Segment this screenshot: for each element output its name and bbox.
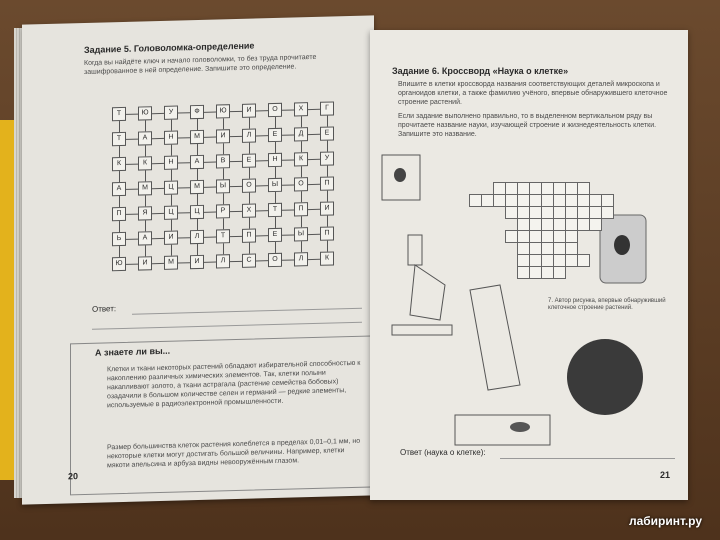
answer-line xyxy=(132,308,362,315)
grid-cell: П xyxy=(242,228,256,242)
cork-cells-photo xyxy=(567,339,643,415)
grid-link xyxy=(178,112,190,113)
microscope-drawing xyxy=(392,235,452,335)
grid-link xyxy=(308,109,320,110)
grid-link xyxy=(308,234,320,235)
long-cell-drawing xyxy=(455,415,550,445)
grid-cell: Л xyxy=(294,252,308,266)
grid-link xyxy=(178,237,190,238)
grid-link xyxy=(223,193,224,204)
grid-link xyxy=(327,166,328,177)
cell-photo-nucleus xyxy=(614,235,630,255)
crossword-cell[interactable] xyxy=(553,266,566,279)
left-page xyxy=(22,15,374,504)
grid-link xyxy=(152,188,164,189)
grid-cell: Е xyxy=(242,153,256,167)
grid-link xyxy=(204,162,216,163)
grid-cell: Ы xyxy=(216,179,230,193)
grid-cell: Ю xyxy=(138,106,152,120)
grid-link xyxy=(171,220,172,231)
grid-link xyxy=(282,234,294,235)
grid-link xyxy=(223,118,224,129)
grid-link xyxy=(204,212,216,213)
grid-cell: М xyxy=(190,180,204,194)
grid-link xyxy=(197,144,198,155)
grid-link xyxy=(145,145,146,156)
grid-link xyxy=(119,121,120,132)
grid-link xyxy=(275,192,276,203)
grid-cell: Е xyxy=(268,228,282,242)
grid-link xyxy=(308,259,320,260)
grid-link xyxy=(204,187,216,188)
grid-cell: Ю xyxy=(216,104,230,118)
grid-link xyxy=(230,236,242,237)
grid-link xyxy=(204,137,216,138)
grid-cell: М xyxy=(164,256,178,270)
grid-link xyxy=(197,194,198,205)
grid-link xyxy=(223,243,224,254)
grid-link xyxy=(126,214,138,215)
grid-cell: Н xyxy=(268,153,282,167)
grid-link xyxy=(256,235,268,236)
grid-link xyxy=(119,171,120,182)
grid-cell: К xyxy=(112,157,126,171)
labirint-watermark: лабиринт.ру xyxy=(628,514,702,528)
grid-cell: Е xyxy=(268,128,282,142)
grid-link xyxy=(256,160,268,161)
grid-cell: У xyxy=(164,106,178,120)
grid-link xyxy=(230,186,242,187)
task6-answer-line xyxy=(500,458,675,459)
fact-1: Клетки и ткани некоторых растений обладают избирательной способностью к накоплению различных химических элементов. Так, клетки полыни накапливают золото, а ткани астрагала (растение семейства бобовых) озадачили в большом количестве селен и германий — редкие элементы, используемые в радиоэлектронной промышленности. xyxy=(107,359,361,410)
grid-link xyxy=(171,145,172,156)
grid-cell: Н xyxy=(164,156,178,170)
grid-link xyxy=(301,241,302,252)
grid-link xyxy=(119,221,120,232)
task6-answer-label: Ответ (наука о клетке): xyxy=(400,448,486,457)
grid-link xyxy=(152,138,164,139)
grid-link xyxy=(327,116,328,127)
grid-link xyxy=(171,170,172,181)
grid-cell: О xyxy=(268,253,282,267)
grid-link xyxy=(152,213,164,214)
grid-link xyxy=(275,217,276,228)
grid-link xyxy=(301,141,302,152)
grid-link xyxy=(249,168,250,179)
grid-cell: Г xyxy=(320,101,334,115)
grid-link xyxy=(256,210,268,211)
grid-cell: И xyxy=(190,255,204,269)
grid-cell: Ы xyxy=(268,178,282,192)
grid-link xyxy=(308,209,320,210)
grid-link xyxy=(178,137,190,138)
grid-cell: А xyxy=(138,231,152,245)
fact-2: Размер большинства клеток растения колеблется в пределах 0,01–0,1 мм, но некоторые клетки могут достигать большой величины. Например, клетки мякоти апельсина и арбуза видны невооружённым глазом. xyxy=(107,437,361,470)
grid-cell: Ц xyxy=(164,181,178,195)
grid-link xyxy=(126,114,138,115)
grid-link xyxy=(256,185,268,186)
grid-link xyxy=(282,209,294,210)
grid-link xyxy=(145,120,146,131)
grid-link xyxy=(145,245,146,256)
grid-cell: О xyxy=(242,178,256,192)
grid-cell: Л xyxy=(242,128,256,142)
grid-link xyxy=(230,136,242,137)
grid-link xyxy=(204,112,216,113)
grid-link xyxy=(230,261,242,262)
grid-link xyxy=(256,135,268,136)
grid-link xyxy=(249,193,250,204)
grid-link xyxy=(327,241,328,252)
grid-link xyxy=(249,243,250,254)
grid-link xyxy=(223,143,224,154)
grid-link xyxy=(327,191,328,202)
grid-link xyxy=(171,245,172,256)
caption-7: 7. Автор рисунка, впервые обнаруживший клеточное строение растений. xyxy=(548,298,666,311)
grid-link xyxy=(282,184,294,185)
did-you-know-box xyxy=(70,335,372,495)
grid-link xyxy=(126,189,138,190)
grid-link xyxy=(145,220,146,231)
grid-link xyxy=(275,242,276,253)
crossword-cell[interactable] xyxy=(601,206,614,219)
right-page xyxy=(370,30,688,500)
grid-link xyxy=(178,212,190,213)
grid-link xyxy=(301,216,302,227)
grid-link xyxy=(178,162,190,163)
grid-cell: К xyxy=(320,251,334,265)
grid-link xyxy=(178,187,190,188)
page-number-right: 21 xyxy=(660,470,671,480)
answer-line-2 xyxy=(92,322,362,330)
grid-link xyxy=(152,238,164,239)
grid-cell: К xyxy=(138,156,152,170)
grid-cell: Ь xyxy=(112,232,126,246)
grid-cell: П xyxy=(294,202,308,216)
grid-link xyxy=(126,239,138,240)
grid-cell: Л xyxy=(190,230,204,244)
grid-link xyxy=(204,237,216,238)
grid-link xyxy=(249,143,250,154)
task5-title: Задание 5. Головоломка-определение xyxy=(84,40,255,55)
grid-cell: А xyxy=(138,131,152,145)
grid-link xyxy=(275,167,276,178)
grid-link xyxy=(256,260,268,261)
grid-cell: И xyxy=(242,103,256,117)
grid-cell: Ф xyxy=(190,105,204,119)
grid-cell: Ц xyxy=(190,205,204,219)
grid-link xyxy=(282,109,294,110)
grid-cell: Ц xyxy=(164,206,178,220)
grid-link xyxy=(152,263,164,264)
task6-intro-2: Если задание выполнено правильно, то в выделенном вертикальном ряду вы прочитаете название науки, изучающей строение и жизнедеятельность клетки. Запишите это название. xyxy=(398,113,657,138)
crossword-cell[interactable] xyxy=(589,218,602,231)
did-you-know-title: А знаете ли вы... xyxy=(95,345,171,358)
grid-cell: К xyxy=(294,152,308,166)
page-number-left: 20 xyxy=(68,471,79,482)
grid-link xyxy=(145,170,146,181)
grid-link xyxy=(152,113,164,114)
task6-intro: Впишите в клетки кроссворда названия соответствующих деталей микроскопа и органоидов клетки, а также фамилию учёного, впервые обнаружившего клеточное строение растений. xyxy=(398,81,668,106)
grid-cell: М xyxy=(138,181,152,195)
crossword-cell[interactable] xyxy=(577,254,590,267)
long-cell-nucleus xyxy=(510,422,530,432)
grid-cell: В xyxy=(216,154,230,168)
grid-link xyxy=(119,196,120,207)
grid-cell: Д xyxy=(294,127,308,141)
grid-cell: И xyxy=(164,231,178,245)
grid-link xyxy=(327,216,328,227)
grid-cell: Ы xyxy=(294,227,308,241)
grid-link xyxy=(308,184,320,185)
grid-cell: А xyxy=(112,182,126,196)
grid-cell: И xyxy=(320,201,334,215)
grid-link xyxy=(230,161,242,162)
task5-intro: Когда вы найдёте ключ и начало головоломки, то без труда прочитаете зашифрованное в ней определение. Запишите это определение. xyxy=(84,53,317,76)
grid-cell: Х xyxy=(294,102,308,116)
grid-link xyxy=(197,219,198,230)
grid-cell: Т xyxy=(216,229,230,243)
grid-cell: П xyxy=(320,176,334,190)
grid-cell: Л xyxy=(216,254,230,268)
grid-cell: У xyxy=(320,151,334,165)
grid-cell: Т xyxy=(268,203,282,217)
grid-link xyxy=(171,195,172,206)
grid-cell: М xyxy=(190,130,204,144)
grid-link xyxy=(223,168,224,179)
grid-cell: Н xyxy=(164,131,178,145)
grid-cell: Т xyxy=(112,107,126,121)
grid-cell: С xyxy=(242,253,256,267)
grid-link xyxy=(152,163,164,164)
grid-link xyxy=(282,159,294,160)
grid-link xyxy=(230,111,242,112)
grid-link xyxy=(301,116,302,127)
grid-link xyxy=(119,246,120,257)
grid-link xyxy=(197,244,198,255)
grid-link xyxy=(126,164,138,165)
grid-link xyxy=(119,146,120,157)
grid-cell: Т xyxy=(112,132,126,146)
grid-link xyxy=(145,195,146,206)
grid-link xyxy=(308,134,320,135)
grid-link xyxy=(308,159,320,160)
grid-cell: Х xyxy=(242,203,256,217)
grid-link xyxy=(301,166,302,177)
grid-link xyxy=(204,262,216,263)
elongated-cell-drawing xyxy=(470,285,520,390)
grid-cell: И xyxy=(138,256,152,270)
grid-cell: Ю xyxy=(112,257,126,271)
grid-link xyxy=(178,262,190,263)
grid-cell: Е xyxy=(320,126,334,140)
grid-cell: Р xyxy=(216,204,230,218)
grid-cell: И xyxy=(216,129,230,143)
task5-answer-label: Ответ: xyxy=(92,304,117,314)
grid-link xyxy=(301,191,302,202)
grid-link xyxy=(327,141,328,152)
grid-link xyxy=(126,264,138,265)
cell-nucleus xyxy=(394,168,406,182)
grid-link xyxy=(223,218,224,229)
grid-cell: А xyxy=(190,155,204,169)
grid-link xyxy=(282,134,294,135)
grid-cell: О xyxy=(268,103,282,117)
grid-link xyxy=(126,139,138,140)
grid-link xyxy=(230,211,242,212)
grid-link xyxy=(282,259,294,260)
grid-cell: Я xyxy=(138,206,152,220)
grid-link xyxy=(197,169,198,180)
grid-cell: П xyxy=(112,207,126,221)
grid-link xyxy=(197,119,198,130)
grid-cell: П xyxy=(320,226,334,240)
task6-title: Задание 6. Кроссворд «Наука о клетке» xyxy=(392,66,569,76)
grid-link xyxy=(249,218,250,229)
grid-link xyxy=(275,142,276,153)
grid-link xyxy=(275,117,276,128)
grid-link xyxy=(171,120,172,131)
grid-cell: О xyxy=(294,177,308,191)
grid-link xyxy=(256,110,268,111)
grid-link xyxy=(249,118,250,129)
